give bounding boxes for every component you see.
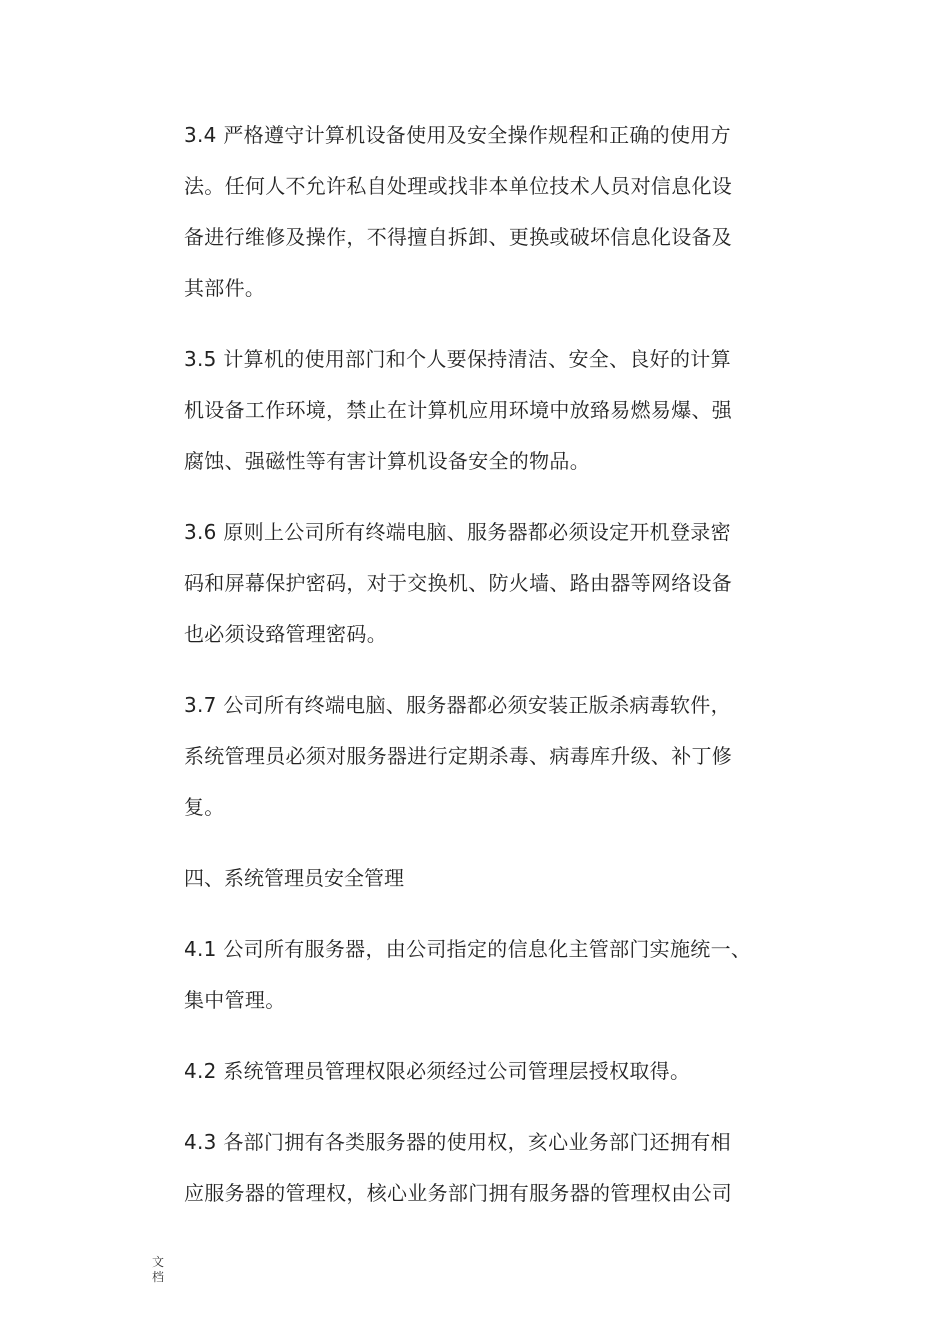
paragraph-3-6	[184, 507, 764, 660]
text-line: 集中管理。	[184, 988, 286, 1012]
section-heading-4	[184, 853, 764, 904]
text-line: 4.2 系统管理员管理权限必须经过公司管理层授权取得。	[184, 1059, 691, 1083]
heading-text: 四、系统管理员安全管理	[184, 866, 404, 890]
paragraph-3-7	[184, 680, 764, 833]
text-line: 3.7 公司所有终端电脑、服务器都必须安装正版杀病毒软件，	[184, 693, 731, 717]
text-line: 法。任何人不允许私自处理或找非本单位技术人员对信息化设	[184, 174, 733, 198]
text-line: 4.1 公司所有服务器，由公司指定的信息化主管部门实施统一、	[184, 937, 752, 961]
text-line: 3.4 严格遵守计算机设备使用及安全操作规程和正确的使用方	[184, 123, 731, 147]
text-line: 腐蚀、强磁性等有害计算机设备安全的物品。	[184, 449, 590, 473]
paragraph-3-4	[184, 110, 764, 314]
paragraph-3-5	[184, 334, 764, 487]
paragraph-4-1	[184, 924, 764, 1026]
paragraph-4-3	[184, 1117, 764, 1219]
paragraph-4-2	[184, 1046, 764, 1097]
text-line: 机设备工作环境，禁止在计算机应用环境中放臵易燃易爆、强	[184, 398, 733, 422]
text-line: 应服务器的管理权，核心业务部门拥有服务器的管理权由公司	[184, 1181, 733, 1205]
text-line: 4.3 各部门拥有各类服务器的使用权，亥心业务部门还拥有相	[184, 1130, 731, 1154]
text-line: 复。	[184, 795, 225, 819]
document-body	[184, 110, 764, 1239]
footer-char: 档	[151, 1270, 164, 1284]
text-line: 3.5 计算机的使用部门和个人要保持清洁、安全、良好的计算	[184, 347, 731, 371]
text-line: 其部件。	[184, 276, 266, 300]
footer-char: 文	[151, 1255, 164, 1269]
text-line: 码和屏幕保护密码，对于交换机、防火墙、路由器等网络设备	[184, 571, 733, 595]
text-line: 也必须设臵管理密码。	[184, 622, 387, 646]
footer-label	[150, 1255, 166, 1285]
text-line: 备进行维修及操作，不得擅自拆卸、更换或破坏信息化设备及	[184, 225, 733, 249]
text-line: 3.6 原则上公司所有终端电脑、服务器都必须设定开机登录密	[184, 520, 731, 544]
text-line: 系统管理员必须对服务器进行定期杀毒、病毒库升级、补丁修	[184, 744, 733, 768]
